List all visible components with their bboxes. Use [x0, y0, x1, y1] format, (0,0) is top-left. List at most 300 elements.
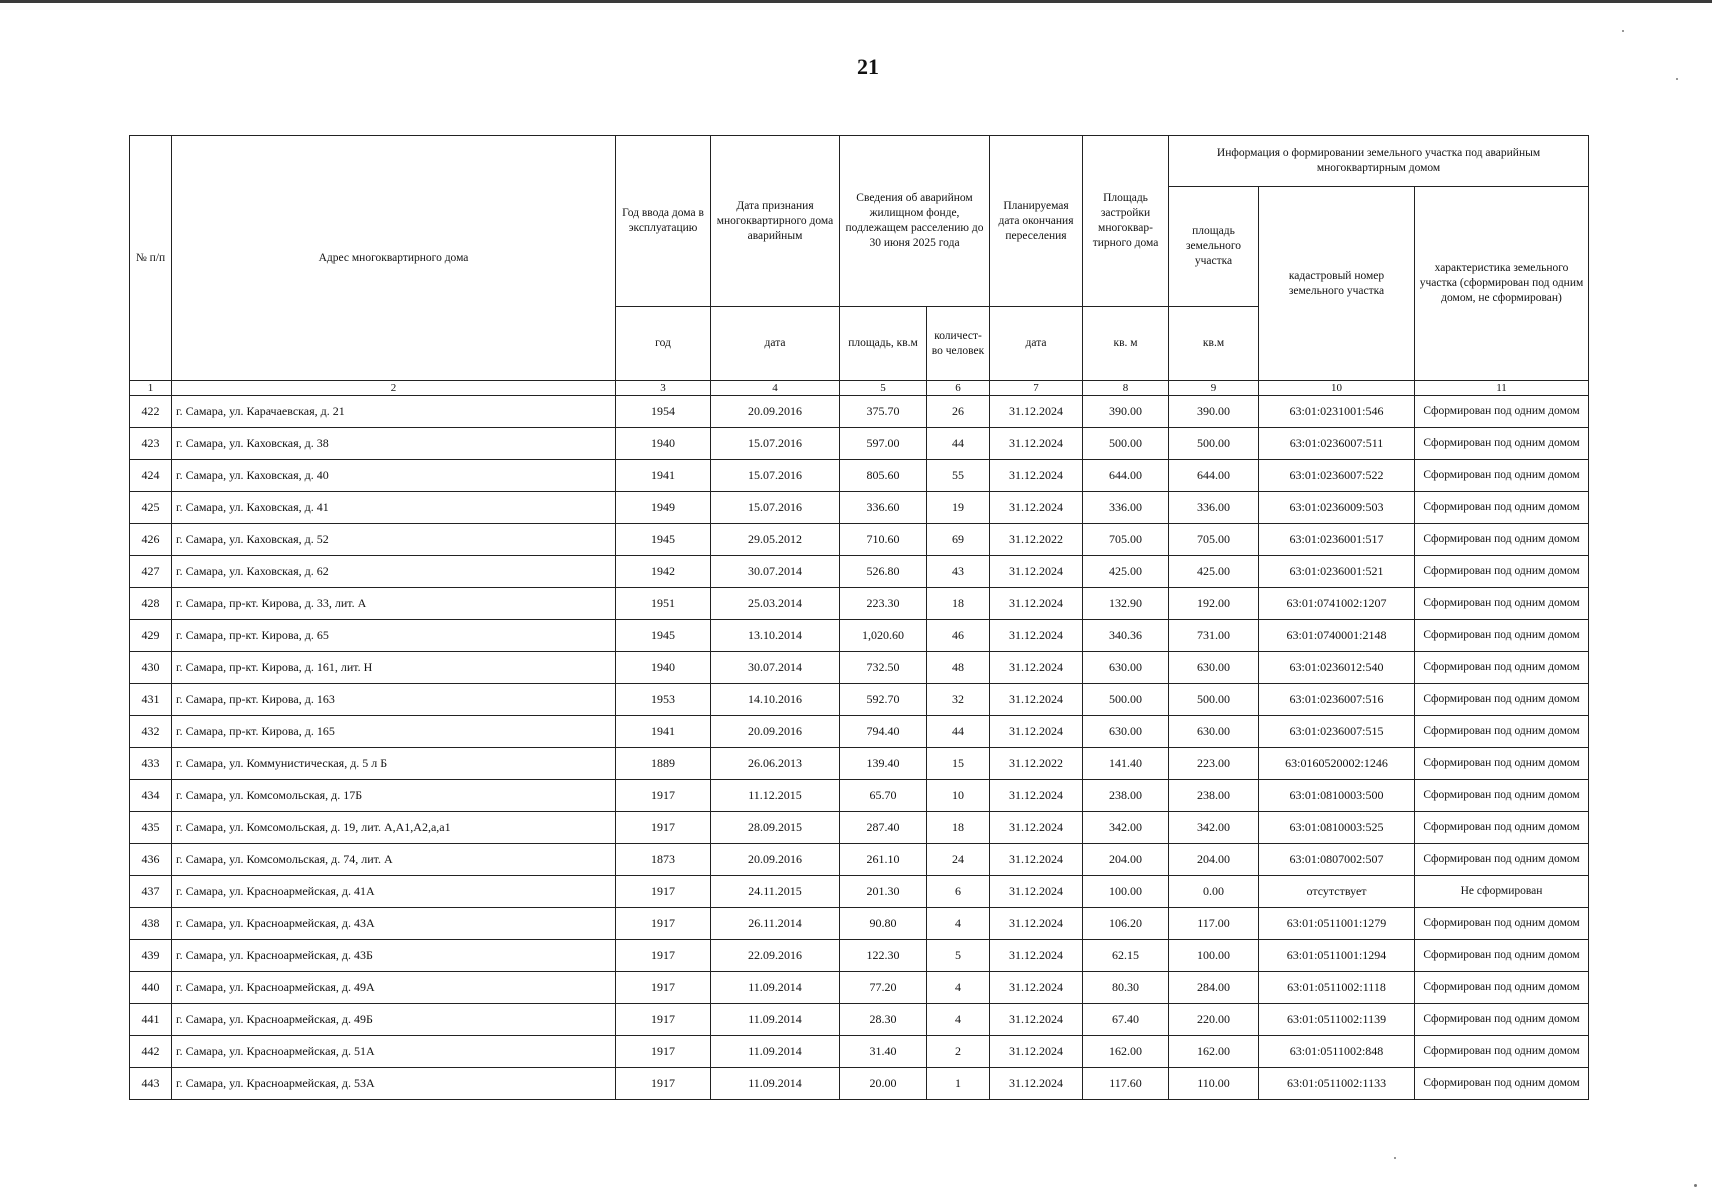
land-status-cell: Сформирован под одним домом: [1415, 748, 1589, 780]
planned-date-cell: 31.12.2022: [990, 748, 1083, 780]
address-cell: г. Самара, ул. Комсомольская, д. 17Б: [172, 780, 616, 812]
land-area-cell: 705.00: [1169, 524, 1259, 556]
building-area-cell: 500.00: [1083, 428, 1169, 460]
table-row: [130, 620, 1589, 652]
unit-date: дата: [711, 307, 840, 381]
area-cell: 90.80: [840, 908, 927, 940]
column-number: 11: [1415, 381, 1589, 396]
address-cell: г. Самара, пр-кт. Кирова, д. 165: [172, 716, 616, 748]
people-cell: 44: [927, 716, 990, 748]
building-area-cell: 117.60: [1083, 1068, 1169, 1100]
cadastral-number-cell: 63:01:0807002:507: [1259, 844, 1415, 876]
address-cell: г. Самара, пр-кт. Кирова, д. 161, лит. Н: [172, 652, 616, 684]
table-row: [130, 908, 1589, 940]
land-area-cell: 223.00: [1169, 748, 1259, 780]
area-cell: 20.00: [840, 1068, 927, 1100]
table-row: [130, 1068, 1589, 1100]
building-area-cell: 340.36: [1083, 620, 1169, 652]
planned-date-cell: 31.12.2024: [990, 620, 1083, 652]
address-cell: г. Самара, ул. Коммунистическая, д. 5 л Б: [172, 748, 616, 780]
building-area-cell: 500.00: [1083, 684, 1169, 716]
year-built-cell: 1889: [616, 748, 711, 780]
people-cell: 15: [927, 748, 990, 780]
land-area-cell: 220.00: [1169, 1004, 1259, 1036]
row-number: 442: [130, 1036, 172, 1068]
address-cell: г. Самара, ул. Красноармейская, д. 49А: [172, 972, 616, 1004]
cadastral-number-cell: 63:01:0236012:540: [1259, 652, 1415, 684]
land-status-cell: Сформирован под одним домом: [1415, 1036, 1589, 1068]
cadastral-number-cell: 63:01:0810003:500: [1259, 780, 1415, 812]
row-number: 430: [130, 652, 172, 684]
header-land-char: характеристика земельного участка (сформирован под одним домом, не сформирован): [1415, 187, 1589, 381]
emergency-date-cell: 20.09.2016: [711, 844, 840, 876]
row-number: 433: [130, 748, 172, 780]
land-status-cell: Не сформирован: [1415, 876, 1589, 908]
table-row: [130, 812, 1589, 844]
table-row: [130, 588, 1589, 620]
year-built-cell: 1917: [616, 780, 711, 812]
people-cell: 19: [927, 492, 990, 524]
year-built-cell: 1917: [616, 1004, 711, 1036]
planned-date-cell: 31.12.2024: [990, 812, 1083, 844]
area-cell: 201.30: [840, 876, 927, 908]
land-status-cell: Сформирован под одним домом: [1415, 620, 1589, 652]
year-built-cell: 1954: [616, 396, 711, 428]
column-number: 7: [990, 381, 1083, 396]
unit-building-area: кв. м: [1083, 307, 1169, 381]
emergency-date-cell: 28.09.2015: [711, 812, 840, 844]
area-cell: 77.20: [840, 972, 927, 1004]
table-row: [130, 780, 1589, 812]
cadastral-number-cell: 63:01:0511001:1279: [1259, 908, 1415, 940]
area-cell: 31.40: [840, 1036, 927, 1068]
address-cell: г. Самара, ул. Красноармейская, д. 49Б: [172, 1004, 616, 1036]
emergency-date-cell: 20.09.2016: [711, 396, 840, 428]
emergency-date-cell: 14.10.2016: [711, 684, 840, 716]
emergency-housing-table: [129, 135, 1589, 1100]
year-built-cell: 1873: [616, 844, 711, 876]
address-cell: г. Самара, ул. Карачаевская, д. 21: [172, 396, 616, 428]
emergency-date-cell: 26.11.2014: [711, 908, 840, 940]
land-area-cell: 284.00: [1169, 972, 1259, 1004]
land-status-cell: Сформирован под одним домом: [1415, 844, 1589, 876]
year-built-cell: 1917: [616, 940, 711, 972]
header-address: Адрес многоквартирного дома: [172, 136, 616, 381]
row-number: 431: [130, 684, 172, 716]
land-area-cell: 336.00: [1169, 492, 1259, 524]
address-cell: г. Самара, ул. Красноармейская, д. 51А: [172, 1036, 616, 1068]
column-number: 4: [711, 381, 840, 396]
people-cell: 4: [927, 972, 990, 1004]
building-area-cell: 80.30: [1083, 972, 1169, 1004]
column-number: 2: [172, 381, 616, 396]
emergency-date-cell: 30.07.2014: [711, 652, 840, 684]
scan-edge: [0, 0, 1712, 3]
emergency-date-cell: 15.07.2016: [711, 428, 840, 460]
row-number: 443: [130, 1068, 172, 1100]
scan-speck: [1694, 1184, 1697, 1187]
cadastral-number-cell: 63:01:0810003:525: [1259, 812, 1415, 844]
table-row: [130, 492, 1589, 524]
column-number: 5: [840, 381, 927, 396]
year-built-cell: 1951: [616, 588, 711, 620]
table-row: [130, 716, 1589, 748]
planned-date-cell: 31.12.2024: [990, 1004, 1083, 1036]
address-cell: г. Самара, ул. Каховская, д. 40: [172, 460, 616, 492]
row-number: 428: [130, 588, 172, 620]
area-cell: 1,020.60: [840, 620, 927, 652]
people-cell: 48: [927, 652, 990, 684]
cadastral-number-cell: 63:01:0236007:515: [1259, 716, 1415, 748]
people-cell: 43: [927, 556, 990, 588]
cadastral-number-cell: 63:01:0741002:1207: [1259, 588, 1415, 620]
land-status-cell: Сформирован под одним домом: [1415, 556, 1589, 588]
building-area-cell: 425.00: [1083, 556, 1169, 588]
land-status-cell: Сформирован под одним домом: [1415, 812, 1589, 844]
area-cell: 710.60: [840, 524, 927, 556]
cadastral-number-cell: 63:01:0511001:1294: [1259, 940, 1415, 972]
address-cell: г. Самара, ул. Комсомольская, д. 74, лит. А: [172, 844, 616, 876]
area-cell: 375.70: [840, 396, 927, 428]
building-area-cell: 100.00: [1083, 876, 1169, 908]
cadastral-number-cell: 63:01:0236007:522: [1259, 460, 1415, 492]
people-cell: 4: [927, 908, 990, 940]
year-built-cell: 1945: [616, 524, 711, 556]
year-built-cell: 1953: [616, 684, 711, 716]
area-cell: 287.40: [840, 812, 927, 844]
people-cell: 18: [927, 588, 990, 620]
area-cell: 28.30: [840, 1004, 927, 1036]
land-status-cell: Сформирован под одним домом: [1415, 972, 1589, 1004]
area-cell: 732.50: [840, 652, 927, 684]
building-area-cell: 141.40: [1083, 748, 1169, 780]
building-area-cell: 630.00: [1083, 716, 1169, 748]
year-built-cell: 1917: [616, 1068, 711, 1100]
cadastral-number-cell: 63:0160520002:1246: [1259, 748, 1415, 780]
people-cell: 18: [927, 812, 990, 844]
land-area-cell: 110.00: [1169, 1068, 1259, 1100]
year-built-cell: 1917: [616, 812, 711, 844]
table-row: [130, 396, 1589, 428]
emergency-date-cell: 11.12.2015: [711, 780, 840, 812]
year-built-cell: 1942: [616, 556, 711, 588]
unit-planned-date: дата: [990, 307, 1083, 381]
table-row: [130, 1004, 1589, 1036]
address-cell: г. Самара, ул. Каховская, д. 52: [172, 524, 616, 556]
row-number: 439: [130, 940, 172, 972]
land-status-cell: Сформирован под одним домом: [1415, 396, 1589, 428]
planned-date-cell: 31.12.2024: [990, 492, 1083, 524]
building-area-cell: 204.00: [1083, 844, 1169, 876]
cadastral-number-cell: 63:01:0511002:1118: [1259, 972, 1415, 1004]
emergency-date-cell: 11.09.2014: [711, 1068, 840, 1100]
address-cell: г. Самара, ул. Красноармейская, д. 53А: [172, 1068, 616, 1100]
people-cell: 55: [927, 460, 990, 492]
area-cell: 805.60: [840, 460, 927, 492]
emergency-date-cell: 20.09.2016: [711, 716, 840, 748]
planned-date-cell: 31.12.2024: [990, 1036, 1083, 1068]
land-area-cell: 390.00: [1169, 396, 1259, 428]
cadastral-number-cell: 63:01:0511002:848: [1259, 1036, 1415, 1068]
row-number: 423: [130, 428, 172, 460]
table-row: [130, 428, 1589, 460]
area-cell: 122.30: [840, 940, 927, 972]
address-cell: г. Самара, ул. Красноармейская, д. 43А: [172, 908, 616, 940]
header-building-area: Площадь застройки многоквар-тирного дома: [1083, 136, 1169, 307]
address-cell: г. Самара, ул. Красноармейская, д. 43Б: [172, 940, 616, 972]
year-built-cell: 1941: [616, 460, 711, 492]
people-cell: 69: [927, 524, 990, 556]
emergency-date-cell: 24.11.2015: [711, 876, 840, 908]
land-status-cell: Сформирован под одним домом: [1415, 652, 1589, 684]
land-area-cell: 630.00: [1169, 652, 1259, 684]
address-cell: г. Самара, ул. Каховская, д. 38: [172, 428, 616, 460]
land-area-cell: 100.00: [1169, 940, 1259, 972]
building-area-cell: 132.90: [1083, 588, 1169, 620]
people-cell: 10: [927, 780, 990, 812]
planned-date-cell: 31.12.2024: [990, 428, 1083, 460]
area-cell: 261.10: [840, 844, 927, 876]
building-area-cell: 390.00: [1083, 396, 1169, 428]
land-area-cell: 0.00: [1169, 876, 1259, 908]
area-cell: 223.30: [840, 588, 927, 620]
header-planned-date: Планируемая дата окончания переселения: [990, 136, 1083, 307]
cadastral-number-cell: 63:01:0236001:521: [1259, 556, 1415, 588]
land-status-cell: Сформирован под одним домом: [1415, 1004, 1589, 1036]
emergency-date-cell: 13.10.2014: [711, 620, 840, 652]
row-number: 436: [130, 844, 172, 876]
emergency-date-cell: 25.03.2014: [711, 588, 840, 620]
table-row: [130, 844, 1589, 876]
planned-date-cell: 31.12.2024: [990, 876, 1083, 908]
table-row: [130, 972, 1589, 1004]
building-area-cell: 67.40: [1083, 1004, 1169, 1036]
land-status-cell: Сформирован под одним домом: [1415, 492, 1589, 524]
emergency-date-cell: 11.09.2014: [711, 972, 840, 1004]
land-area-cell: 644.00: [1169, 460, 1259, 492]
column-number: 10: [1259, 381, 1415, 396]
area-cell: 794.40: [840, 716, 927, 748]
scan-speck: [1394, 1157, 1396, 1159]
table-row: [130, 1036, 1589, 1068]
planned-date-cell: 31.12.2024: [990, 556, 1083, 588]
building-area-cell: 238.00: [1083, 780, 1169, 812]
land-status-cell: Сформирован под одним домом: [1415, 908, 1589, 940]
year-built-cell: 1941: [616, 716, 711, 748]
people-cell: 2: [927, 1036, 990, 1068]
area-cell: 526.80: [840, 556, 927, 588]
emergency-date-cell: 29.05.2012: [711, 524, 840, 556]
people-cell: 26: [927, 396, 990, 428]
emergency-date-cell: 30.07.2014: [711, 556, 840, 588]
row-number: 422: [130, 396, 172, 428]
year-built-cell: 1940: [616, 428, 711, 460]
cadastral-number-cell: 63:01:0231001:546: [1259, 396, 1415, 428]
land-area-cell: 500.00: [1169, 684, 1259, 716]
header-fund-info: Сведения об аварийном жилищном фонде, подлежащем расселению до 30 июня 2025 года: [840, 136, 990, 307]
building-area-cell: 106.20: [1083, 908, 1169, 940]
table-row: [130, 940, 1589, 972]
header-land-info: Информация о формировании земельного участка под аварийным многоквартирным домом: [1169, 136, 1589, 187]
planned-date-cell: 31.12.2024: [990, 908, 1083, 940]
row-number: 440: [130, 972, 172, 1004]
table-row: [130, 556, 1589, 588]
planned-date-cell: 31.12.2024: [990, 396, 1083, 428]
land-status-cell: Сформирован под одним домом: [1415, 684, 1589, 716]
header-year-built: Год ввода дома в эксплуатацию: [616, 136, 711, 307]
header-cadastral: кадастровый номер земельного участка: [1259, 187, 1415, 381]
land-status-cell: Сформирован под одним домом: [1415, 428, 1589, 460]
cadastral-number-cell: 63:01:0740001:2148: [1259, 620, 1415, 652]
table-row: [130, 524, 1589, 556]
land-status-cell: Сформирован под одним домом: [1415, 588, 1589, 620]
cadastral-number-cell: 63:01:0236007:516: [1259, 684, 1415, 716]
planned-date-cell: 31.12.2024: [990, 716, 1083, 748]
emergency-date-cell: 26.06.2013: [711, 748, 840, 780]
table-row: [130, 876, 1589, 908]
people-cell: 44: [927, 428, 990, 460]
year-built-cell: 1917: [616, 908, 711, 940]
table-row: [130, 748, 1589, 780]
emergency-date-cell: 15.07.2016: [711, 460, 840, 492]
year-built-cell: 1940: [616, 652, 711, 684]
planned-date-cell: 31.12.2024: [990, 844, 1083, 876]
row-number: 437: [130, 876, 172, 908]
area-cell: 139.40: [840, 748, 927, 780]
land-area-cell: 630.00: [1169, 716, 1259, 748]
cadastral-number-cell: 63:01:0236009:503: [1259, 492, 1415, 524]
cadastral-number-cell: отсутствует: [1259, 876, 1415, 908]
unit-area: площадь, кв.м: [840, 307, 927, 381]
column-number: 8: [1083, 381, 1169, 396]
land-status-cell: Сформирован под одним домом: [1415, 524, 1589, 556]
planned-date-cell: 31.12.2024: [990, 460, 1083, 492]
header-land-area: площадь земельного участка: [1169, 187, 1259, 307]
people-cell: 32: [927, 684, 990, 716]
table-row: [130, 460, 1589, 492]
row-number: 441: [130, 1004, 172, 1036]
planned-date-cell: 31.12.2024: [990, 1068, 1083, 1100]
row-number: 432: [130, 716, 172, 748]
year-built-cell: 1917: [616, 876, 711, 908]
people-cell: 1: [927, 1068, 990, 1100]
building-area-cell: 162.00: [1083, 1036, 1169, 1068]
land-area-cell: 117.00: [1169, 908, 1259, 940]
people-cell: 24: [927, 844, 990, 876]
land-area-cell: 192.00: [1169, 588, 1259, 620]
year-built-cell: 1917: [616, 972, 711, 1004]
planned-date-cell: 31.12.2024: [990, 780, 1083, 812]
land-status-cell: Сформирован под одним домом: [1415, 716, 1589, 748]
row-number: 427: [130, 556, 172, 588]
building-area-cell: 644.00: [1083, 460, 1169, 492]
table-row: [130, 652, 1589, 684]
address-cell: г. Самара, пр-кт. Кирова, д. 33, лит. А: [172, 588, 616, 620]
unit-year: год: [616, 307, 711, 381]
table-row: [130, 684, 1589, 716]
emergency-date-cell: 15.07.2016: [711, 492, 840, 524]
column-number: 6: [927, 381, 990, 396]
planned-date-cell: 31.12.2024: [990, 940, 1083, 972]
building-area-cell: 62.15: [1083, 940, 1169, 972]
land-area-cell: 204.00: [1169, 844, 1259, 876]
building-area-cell: 342.00: [1083, 812, 1169, 844]
emergency-date-cell: 11.09.2014: [711, 1004, 840, 1036]
people-cell: 5: [927, 940, 990, 972]
address-cell: г. Самара, ул. Красноармейская, д. 41А: [172, 876, 616, 908]
scan-speck: [1622, 30, 1624, 32]
row-number: 429: [130, 620, 172, 652]
people-cell: 4: [927, 1004, 990, 1036]
planned-date-cell: 31.12.2024: [990, 588, 1083, 620]
land-area-cell: 425.00: [1169, 556, 1259, 588]
land-status-cell: Сформирован под одним домом: [1415, 780, 1589, 812]
planned-date-cell: 31.12.2022: [990, 524, 1083, 556]
area-cell: 597.00: [840, 428, 927, 460]
cadastral-number-cell: 63:01:0236007:511: [1259, 428, 1415, 460]
building-area-cell: 630.00: [1083, 652, 1169, 684]
header-emergency-date: Дата признания многоквартирного дома аварийным: [711, 136, 840, 307]
land-area-cell: 731.00: [1169, 620, 1259, 652]
emergency-date-cell: 22.09.2016: [711, 940, 840, 972]
column-number-row: [130, 381, 1589, 396]
area-cell: 592.70: [840, 684, 927, 716]
row-number: 425: [130, 492, 172, 524]
land-status-cell: Сформирован под одним домом: [1415, 940, 1589, 972]
planned-date-cell: 31.12.2024: [990, 652, 1083, 684]
column-number: 9: [1169, 381, 1259, 396]
address-cell: г. Самара, пр-кт. Кирова, д. 163: [172, 684, 616, 716]
row-number: 438: [130, 908, 172, 940]
land-status-cell: Сформирован под одним домом: [1415, 460, 1589, 492]
land-area-cell: 342.00: [1169, 812, 1259, 844]
land-area-cell: 500.00: [1169, 428, 1259, 460]
emergency-date-cell: 11.09.2014: [711, 1036, 840, 1068]
area-cell: 336.60: [840, 492, 927, 524]
column-number: 3: [616, 381, 711, 396]
row-number: 424: [130, 460, 172, 492]
header-num: № п/п: [130, 136, 172, 381]
land-status-cell: Сформирован под одним домом: [1415, 1068, 1589, 1100]
area-cell: 65.70: [840, 780, 927, 812]
scan-speck: [1676, 78, 1678, 80]
planned-date-cell: 31.12.2024: [990, 684, 1083, 716]
unit-land-area: кв.м: [1169, 307, 1259, 381]
people-cell: 6: [927, 876, 990, 908]
unit-people: количест-во человек: [927, 307, 990, 381]
year-built-cell: 1949: [616, 492, 711, 524]
people-cell: 46: [927, 620, 990, 652]
address-cell: г. Самара, ул. Каховская, д. 62: [172, 556, 616, 588]
cadastral-number-cell: 63:01:0511002:1133: [1259, 1068, 1415, 1100]
row-number: 435: [130, 812, 172, 844]
address-cell: г. Самара, ул. Комсомольская, д. 19, лит. А,А1,А2,а,а1: [172, 812, 616, 844]
page-number: 21: [857, 54, 879, 79]
cadastral-number-cell: 63:01:0511002:1139: [1259, 1004, 1415, 1036]
row-number: 426: [130, 524, 172, 556]
year-built-cell: 1945: [616, 620, 711, 652]
address-cell: г. Самара, пр-кт. Кирова, д. 65: [172, 620, 616, 652]
land-area-cell: 238.00: [1169, 780, 1259, 812]
building-area-cell: 705.00: [1083, 524, 1169, 556]
row-number: 434: [130, 780, 172, 812]
cadastral-number-cell: 63:01:0236001:517: [1259, 524, 1415, 556]
column-number: 1: [130, 381, 172, 396]
planned-date-cell: 31.12.2024: [990, 972, 1083, 1004]
year-built-cell: 1917: [616, 1036, 711, 1068]
land-area-cell: 162.00: [1169, 1036, 1259, 1068]
building-area-cell: 336.00: [1083, 492, 1169, 524]
